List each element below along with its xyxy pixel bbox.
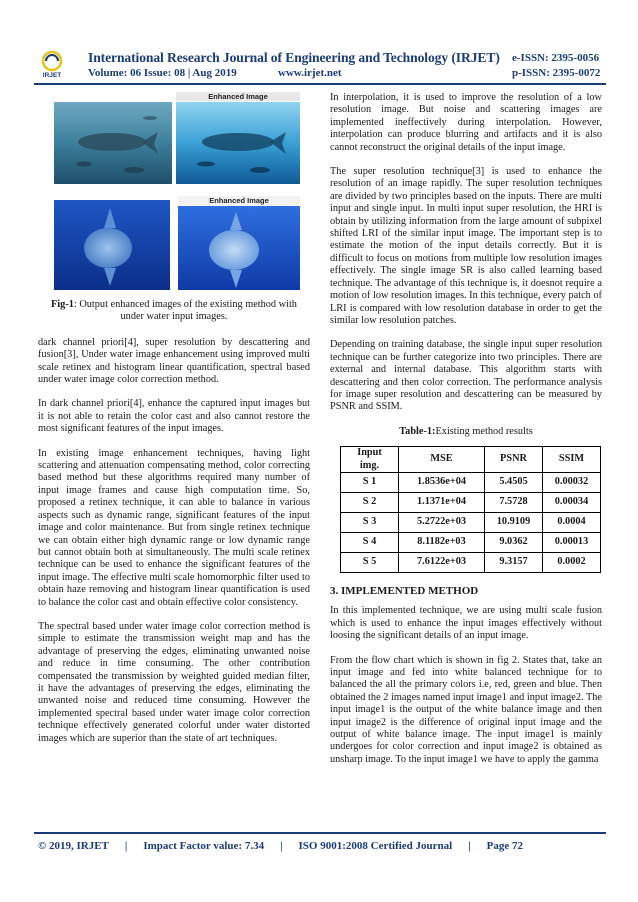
cell-mse: 1.8536e+04 — [399, 472, 485, 492]
irjet-logo — [38, 50, 66, 78]
results-table — [340, 446, 601, 573]
table-row — [341, 472, 601, 492]
cell-ssim: 0.0004 — [543, 512, 601, 532]
cell-ssim: 0.00032 — [543, 472, 601, 492]
cell-input: S 5 — [341, 552, 399, 572]
cell-input: S 3 — [341, 512, 399, 532]
footer-divider — [34, 832, 606, 834]
table-row — [341, 552, 601, 572]
cell-psnr: 9.3157 — [485, 552, 543, 572]
footer-impact-factor: Impact Factor value: 7.34 — [143, 840, 265, 852]
enhanced-image-title-1: Enhanced Image — [176, 92, 300, 101]
table-caption — [330, 426, 602, 438]
e-issn: e-ISSN: 2395-0056 — [512, 52, 600, 64]
left-paragraph-2: In dark channel priori[4], enhance the captured input images but it is not able to retain the color cast and also cannot restore the most significant features of the input images. — [38, 398, 310, 435]
volume-issue: Volume: 06 Issue: 08 | Aug 2019 — [88, 67, 237, 79]
journal-title: International Research Journal of Engineering and Technology (IRJET) — [88, 50, 500, 65]
cell-input: S 2 — [341, 492, 399, 512]
p-issn: p-ISSN: 2395-0072 — [512, 67, 601, 79]
logo-text: IRJET — [42, 72, 62, 78]
footer-separator: | — [468, 840, 471, 852]
cell-psnr: 9.0362 — [485, 532, 543, 552]
figure-1 — [38, 92, 310, 297]
enhanced-image-whale-shark — [176, 102, 300, 184]
cell-mse: 8.1182e+03 — [399, 532, 485, 552]
cell-mse: 7.6122e+03 — [399, 552, 485, 572]
cell-input: S 4 — [341, 532, 399, 552]
right-paragraph-2: The super resolution technique[3] is used to enhance the resolution of an image rapidly. The super resolution techniques are divided by two principles based on the inputs. There are multi input and single input. In multi input super resolution, the HRI is obtain by utilizing information from the large amount of subpixel shifted LRI of the similar input image. The important step is to estimate the motion of the input details correctly. But it is difficult to focus on motions from multiple low resolution images effectively. The single image SR is also called learning based technique. The advantage of this technique is, it doesnot require a motion of low resolution images. In this technique, every patch of LRI is compared with low resolution database in order to get the similar low resolution patches. — [330, 166, 602, 326]
left-paragraph-1: dark channel priori[4], super resolution by descattering and fusion[3], Under water image enhancement using improved multi scale retinex and histogram linear quantification, spectral based under water image color correction method. — [38, 336, 310, 386]
footer-copyright: © 2019, IRJET — [38, 840, 109, 852]
cell-psnr: 5.4505 — [485, 472, 543, 492]
enhanced-panel-2 — [178, 196, 300, 290]
cell-mse: 1.1371e+04 — [399, 492, 485, 512]
cell-input: S 1 — [341, 472, 399, 492]
right-paragraph-1: In interpolation, it is used to improve the resolution of a low resolution image. But noise and scattering images are implemented ineffectively during interpolation. However, interpolation can produce blurring and artifacts and it is also cannot reconstruct the original details of the input image. — [330, 92, 602, 153]
page-footer — [38, 840, 606, 852]
cell-ssim: 0.0002 — [543, 552, 601, 572]
section-paragraph-2: From the flow chart which is shown in fig 2. States that, take an input image and fed into white balanced technique for to balanced the all the primary colors i.e, red, green and blue. Then obtained the 2 images named input image1 and input image2. The input image1 is the output of the white balance image and then input image2 is the difference of original input image and the output of white balance image. The input image1 is mainly undergoes for color correction and input image2 is obtained as unsharp image. To the input image1 we have to apply the gamma — [330, 654, 602, 765]
header-divider — [34, 83, 606, 85]
cell-ssim: 0.00013 — [543, 532, 601, 552]
right-paragraph-3: Depending on training database, the single input super resolution technique can be further categorize into two principles. There are external and internal database. This algorithm starts with descattering and then color correction. The performance analysis for image super resolution and descattering can be measured by PSNR and SSIM. — [330, 339, 602, 413]
enhanced-panel-1 — [176, 92, 300, 184]
section-paragraph-1: In this implemented technique, we are using multi scale fusion which is used to enhance the input images effectively without loosing the significant details of an input image. — [330, 605, 602, 642]
cell-psnr: 10.9109 — [485, 512, 543, 532]
table-row — [341, 492, 601, 512]
figure-caption-label: Fig-1 — [51, 299, 74, 310]
cell-mse: 5.2722e+03 — [399, 512, 485, 532]
cell-ssim: 0.00034 — [543, 492, 601, 512]
enhanced-image-title-2: Enhanced Image — [178, 196, 300, 205]
table-caption-text: Existing method results — [435, 425, 533, 437]
figure-caption — [46, 299, 302, 324]
figure-caption-text: : Output enhanced images of the existing method with under water input images. — [73, 299, 297, 323]
header-psnr: PSNR — [485, 447, 543, 473]
footer-separator: | — [280, 840, 283, 852]
table-row — [341, 512, 601, 532]
header-ssim: SSIM — [543, 447, 601, 473]
footer-separator: | — [124, 840, 128, 852]
input-image-sunfish — [54, 200, 170, 290]
table-header-row — [341, 447, 601, 473]
cell-psnr: 7.5728 — [485, 492, 543, 512]
header-mse: MSE — [399, 447, 485, 473]
left-column — [38, 92, 310, 757]
input-image-whale-shark — [54, 102, 172, 184]
section-heading: 3. IMPLEMENTED METHOD — [330, 584, 479, 597]
journal-website: www.irjet.net — [278, 67, 342, 79]
right-column — [330, 92, 602, 778]
enhanced-image-sunfish — [178, 206, 300, 290]
header-input-img: Input img. — [341, 447, 399, 473]
footer-page-number: Page 72 — [486, 840, 524, 852]
left-paragraph-3: In existing image enhancement techniques, having light scattering and attenuation compensating method, color correcting based method but these algorithms required many number of input image frames and cause high computation time. So, proposed a retinex technique, it can able to balance in various aspects such as dynamic range, significant features of the input image and color maintenance. But from single retinex technique we can obtain either high dynamic range or low dynamic range but cannot obtain both at simultaneously. The multi scale retinex technique can be used to enhance the significant features of the input image. The effective multi scale homomorphic filter used to obtain haze removing and histogram linear quantification is used to balance the color cast and obtain effective color consistency. — [38, 447, 310, 608]
left-paragraph-4: The spectral based under water image color correction method is simple to estimate the transmission weight map and has the advantage of preserving the edges, eliminating unwanted noise and reduce in time consuming. The other contribution compensated the transmission by weighted guided median filter, it have the advantages of preserving the edges, eliminating the unwanted noise and reduced time consuming. However the implemented spectral based under water image color correction technique effectively generated colorful under water distorted images which are superior than the state of art techniques. — [38, 620, 310, 744]
footer-iso: ISO 9001:2008 Certified Journal — [298, 840, 453, 852]
page-header — [0, 0, 638, 82]
table-caption-label: Table-1: — [399, 425, 436, 437]
table-row — [341, 532, 601, 552]
